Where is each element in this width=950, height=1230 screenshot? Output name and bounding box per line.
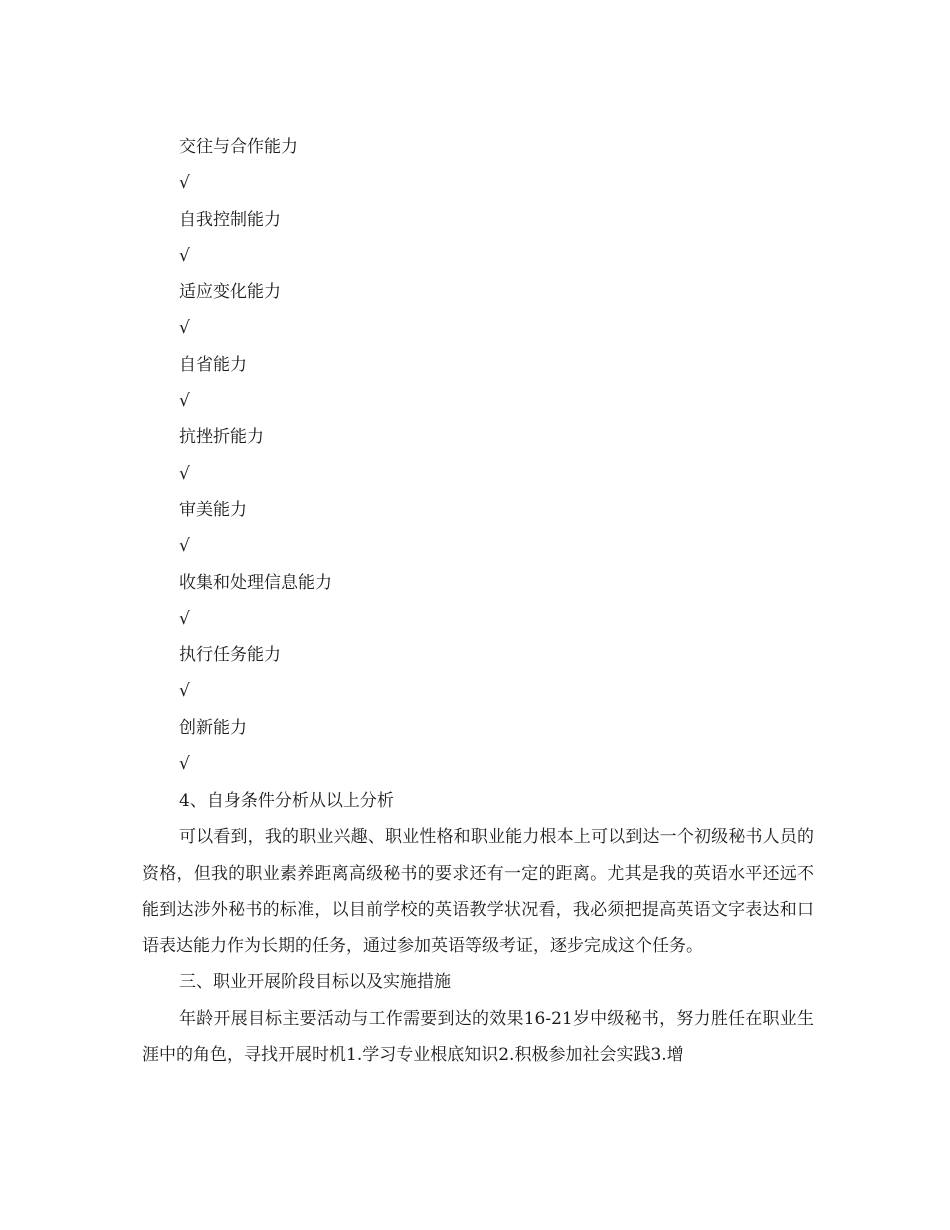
check-mark: √ [179,681,190,702]
body-text [142,783,814,1073]
check-mark: √ [179,318,190,339]
ability-name: 抗挫折能力 [179,427,264,448]
check-mark: √ [179,608,190,629]
check-mark: √ [179,536,190,557]
check-mark: √ [179,245,190,266]
ability-checklist [179,129,332,782]
check-mark: √ [179,391,190,412]
check-mark: √ [179,173,190,194]
ability-name: 自我控制能力 [179,209,281,230]
ability-name: 自省能力 [179,354,247,375]
ability-name: 执行任务能力 [179,645,281,666]
ability-name: 创新能力 [179,717,247,738]
section-4-paragraph: 可以看到，我的职业兴趣、职业性格和职业能力根本上可以到达一个初级秘书人员的资格，但我的职业素养距离高级秘书的要求还有一定的距离。尤其是我的英语水平还远不能到达涉外秘书的标准，以目前学校的英语教学状况看，我必须把提高英语文字表达和口语表达能力作为长期的任务，通过参加英语等级考证，逐步完成这个任务。 [142,827,814,957]
ability-name: 适应变化能力 [179,282,281,303]
section-3-heading: 三、职业开展阶段目标以及实施措施 [179,972,451,993]
ability-name: 交往与合作能力 [179,137,298,157]
check-mark: √ [179,754,190,775]
ability-name: 收集和处理信息能力 [179,572,332,593]
section-3-paragraph: 年龄开展目标主要活动与工作需要到达的效果16-21岁中级秘书，努力胜任在职业生涯中的角色，寻找开展时机1.学习专业根底知识2.积极参加社会实践3.增 [142,1008,814,1066]
section-4-heading: 4、自身条件分析从以上分析 [179,791,394,811]
ability-name: 审美能力 [179,499,247,520]
check-mark: √ [179,463,190,484]
